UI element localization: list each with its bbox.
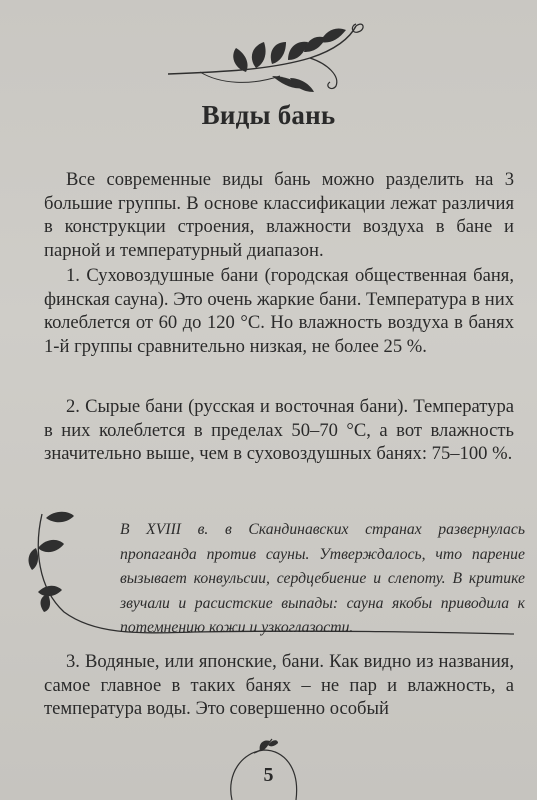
- floral-vine-ornament-icon: [160, 12, 370, 94]
- water-baths-text: 3. Водяные, или японские, бани. Как видно из названия, самое главное в таких банях – не пар и влажность, а температура воды. Это совершенно особый: [44, 651, 514, 720]
- list-item: [44, 395, 514, 466]
- wet-baths-text: 2. Сырые бани (русская и восточная бани). Температура в них колеблется в пределах 50–70 °С, а вот влажность значительно выше, чем в суховоздушных банях: 75–100 %.: [44, 396, 514, 465]
- intro-paragraph: [44, 168, 514, 263]
- list-item: [44, 264, 514, 359]
- sidebar-note: [24, 508, 525, 638]
- dry-baths-text: 1. Суховоздушные бани (городская общественная баня, финская сауна). Это очень жаркие бани. Температура в них колеблется от 60 до 120 °С. Но влажность воздуха в банях 1-й группы сравнительно низкая, не более 25 %.: [44, 265, 514, 358]
- intro-text: Все современные виды бань можно разделить на 3 большие группы. В основе классификации лежат различия в конструкции строения, влажности воздуха в бане и парной и температурный диапазон.: [44, 169, 514, 262]
- sidebar-note-text: В XVIII в. в Скандинавских странах развернулась пропаганда против сауны. Утверждалось, что парение вызывает конвульсии, сердцебиение и слепоту. В критике звучали и расистские выпады: сауна якобы приводила к потемнению кожи и узкоглазости.: [120, 521, 525, 636]
- page-number: 5: [263, 764, 274, 786]
- page-title: Виды бань: [201, 100, 336, 130]
- list-item: [44, 650, 514, 721]
